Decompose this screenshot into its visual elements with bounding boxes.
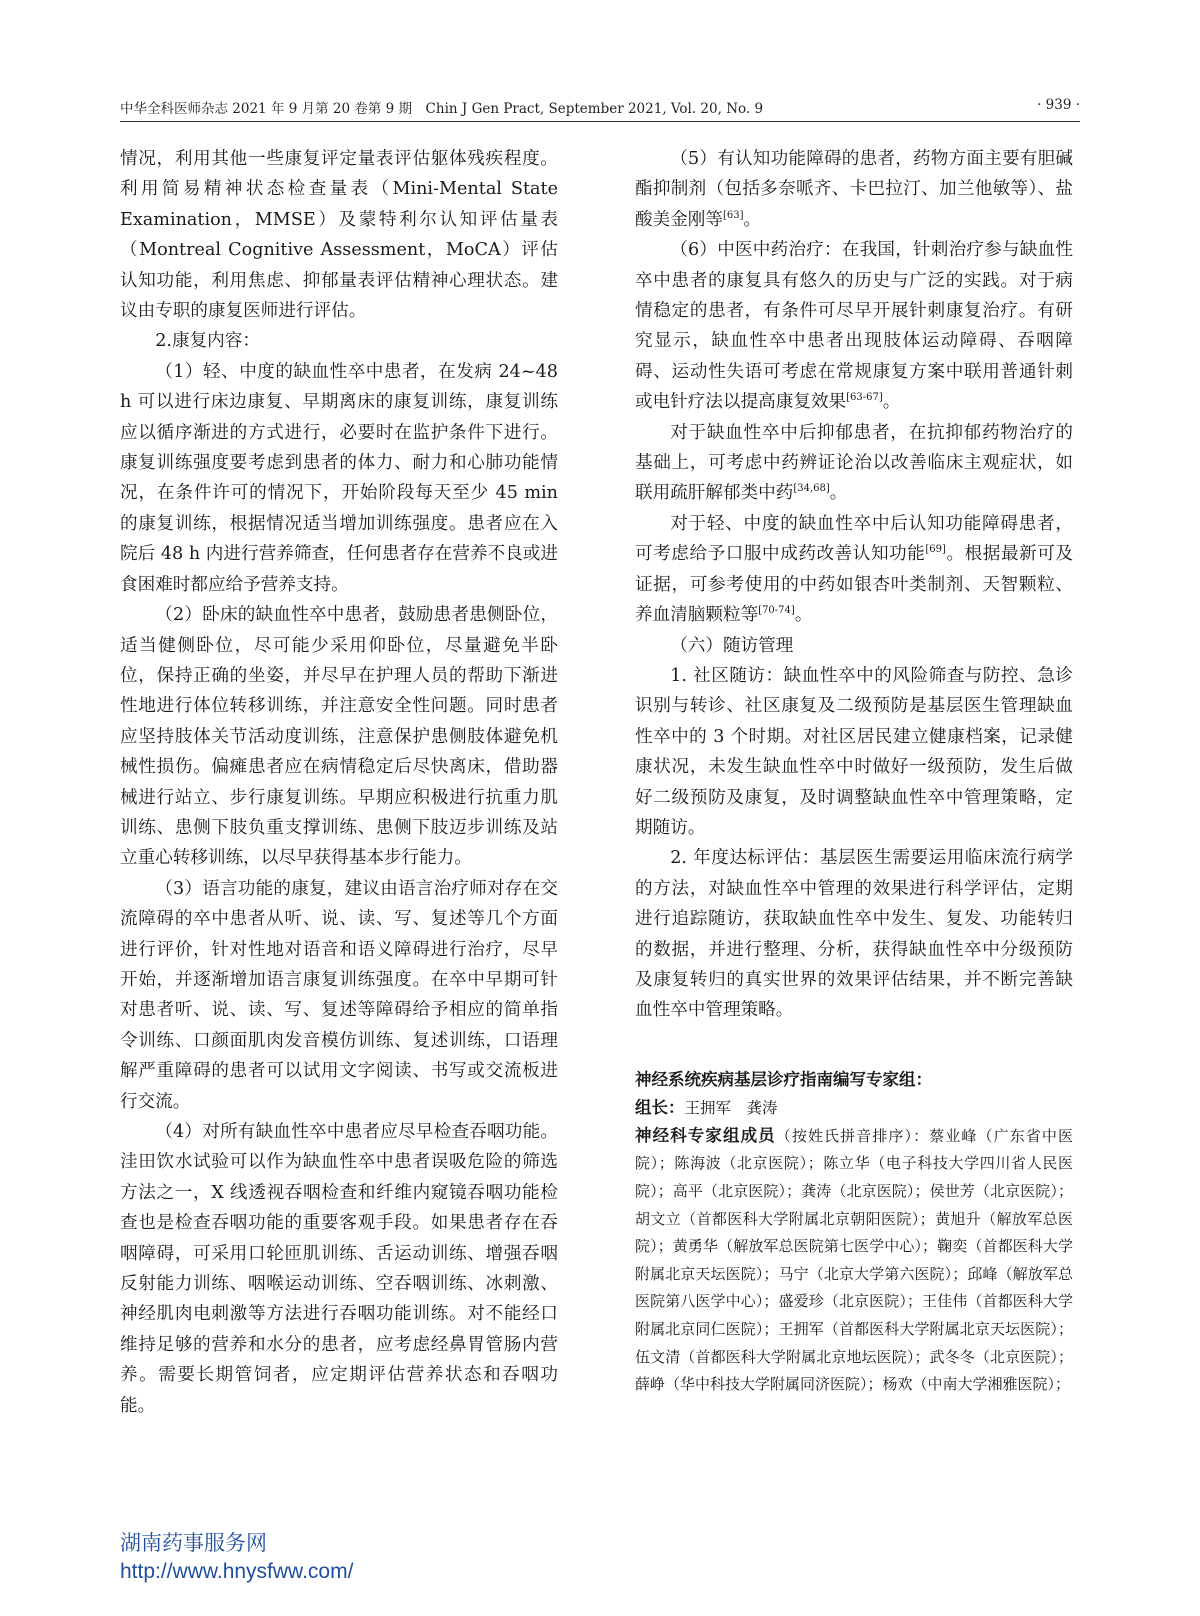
running-header: [120, 97, 1080, 121]
paragraph: （3）语言功能的康复，建议由语言治疗师对存在交流障碍的卒中患者从听、说、读、写、复述等几个方面进行评价，针对性地对语音和语义障碍进行治疗，尽早开始，并逐渐增加语言康复训练强度。在卒中早期可针对患者听、说、读、写、复述等障碍给予相应的简单指令训练、口颜面肌肉发音模仿训练、复述训练，口语理解严重障碍的患者可以试用文字阅读、书写或交流板进行交流。: [120, 878, 558, 1112]
leader-label: 组长：: [635, 1097, 685, 1117]
citation-ref: [63]: [722, 209, 744, 221]
paragraph-text: 对于缺血性卒中后抑郁患者，在抗抑郁药物治疗的基础上，可考虑中药辨证论治以改善临床主观症状，如联用疏肝解郁类中药: [635, 422, 1073, 504]
paragraph: （4）对所有缺血性卒中患者应尽早检查吞咽功能。洼田饮水试验可以作为缺血性卒中患者误吸危险的筛选方法之一，X 线透视吞咽检查和纤维内窥镜吞咽功能检查也是检查吞咽功能的重要客观手段。如果患者存在吞咽障碍，可采用口轮匝肌训练、舌运动训练、增强吞咽反射能力训练、咽喉运动训练、空吞咽训练、冰刺激、神经肌肉电刺激等方法进行吞咽功能训练。对不能经口维持足够的营养和水分的患者，应考虑经鼻胃管肠内营养。需要长期管饲者，应定期评估营养状态和吞咽功能。: [120, 1122, 558, 1416]
paragraph-tail: 。: [743, 209, 762, 230]
paragraph: 2. 年度达标评估：基层医生需要运用临床流行病学的方法，对缺血性卒中管理的效果进行科学评估，定期进行追踪随访，获取缺血性卒中发生、复发、功能转归的数据，并进行整理、分析，获得缺血性卒中分级预防及康复转归的真实世界的效果评估结果，并不断完善缺血性卒中管理策略。: [635, 848, 1073, 1021]
watermark-url[interactable]: http://www.hnysfww.com/: [120, 1560, 354, 1583]
members-label: 神经科专家组成员: [635, 1125, 776, 1145]
section-heading: （六）随访管理: [670, 635, 794, 656]
citation-ref: [63-67]: [846, 392, 883, 404]
paragraph: [635, 235, 1073, 417]
paragraph-text: （5）有认知功能障碍的患者，药物方面主要有胆碱酯抑制剂（包括多奈哌齐、卡巴拉汀、加兰他敏等）、盐酸美金刚等: [635, 149, 1073, 230]
paragraph-tail: 。根据最新可及证据，可参考使用的中药如银杏叶类制剂、天智颗粒、养血清脑颗粒等: [635, 544, 1073, 626]
right-column: [635, 144, 1073, 1399]
paragraph: （1）轻、中度的缺血性卒中患者，在发病 24~48 h 可以进行床边康复、早期离床的康复训练，康复训练应以循序渐进的方式进行，必要时在监护条件下进行。康复训练强度要考虑到患者的体力、耐力和心肺功能情况，在条件许可的情况下，开始阶段每天至少 45 min 的康复训练，根据情况适当增加训练强度。患者应在入院后 48 h 内进行营养筛查，任何患者存在营养不良或进食困难时都应给予营养支持。: [120, 361, 558, 595]
section-heading: 2.康复内容：: [155, 331, 260, 352]
paragraph-text: 对于轻、中度的缺血性卒中后认知功能障碍患者，可考虑给予口服中成药改善认知功能: [635, 513, 1073, 565]
members-list: （按姓氏拼音排序）：蔡业峰（广东省中医院）；陈海波（北京医院）；陈立华（电子科技大学四川省人民医院）；高平（北京医院）；龚涛（北京医院）；侯世芳（北京医院）；胡文立（首都医科大学附属北京朝阳医院）；黄旭升（解放军总医院）；黄勇华（解放军总医院第七医学中心）；鞠奕（首都医科大学附属北京天坛医院）；马宁（北京大学第六医院）；邱峰（解放军总医院第八医学中心）；盛爱珍（北京医院）；王佳伟（首都医科大学附属北京同仁医院）；王拥军（首都医科大学附属北京天坛医院）；伍文清（首都医科大学附属北京地坛医院）；武冬冬（北京医院）；薛峥（华中科技大学附属同济医院）；杨欢（中南大学湘雅医院）；: [635, 1126, 1073, 1394]
paragraph-text: （6）中医中药治疗：在我国，针刺治疗参与缺血性卒中患者的康复具有悠久的历史与广泛的实践。对于病情稳定的患者，有条件可尽早开展针刺康复治疗。有研究显示，缺血性卒中患者出现肢体运动障碍、吞咽障碍、运动性失语可考虑在常规康复方案中联用普通针刺或电针疗法以提高康复效果: [635, 240, 1073, 413]
citation-ref: [34,68]: [793, 483, 830, 495]
paragraph: 情况，利用其他一些康复评定量表评估躯体残疾程度。利用简易精神状态检查量表（Mini-Mental State Examination，MMSE）及蒙特利尔认知评估量表（Montreal Cognitive Assessment，MoCA）评估认知功能，利用焦虑、抑郁量表评估精神心理状态。建议由专职的康复医师进行评估。: [120, 149, 558, 322]
paragraph: [635, 509, 1073, 631]
paragraph: [635, 144, 1073, 235]
header-rule: [120, 121, 1080, 122]
journal-citation: 中华全科医师杂志 2021 年 9 月第 20 卷第 9 期 Chin J Gen Pract, September 2021, Vol. 20, No. 9: [120, 101, 764, 117]
watermark: [120, 1530, 353, 1586]
left-column: [120, 144, 558, 1421]
expert-group-title: 神经系统疾病基层诊疗指南编写专家组：: [635, 1069, 932, 1089]
citation-ref: [70-74]: [758, 605, 795, 617]
leader-names: 王拥军 龚涛: [684, 1098, 778, 1117]
watermark-name: 湖南药事服务网: [120, 1532, 267, 1555]
paragraph: （2）卧床的缺血性卒中患者，鼓励患者患侧卧位，适当健侧卧位，尽可能少采用仰卧位，尽量避免半卧位，保持正确的坐姿，并尽早在护理人员的帮助下渐进性地进行体位转移训练，并注意安全性问题。同时患者应坚持肢体关节活动度训练，注意保护患侧肢体避免机械性损伤。偏瘫患者应在病情稳定后尽快离床，借助器械进行站立、步行康复训练。早期应积极进行抗重力肌训练、患侧下肢负重支撑训练、患侧下肢迈步训练及站立重心转移训练，以尽早获得基本步行能力。: [120, 605, 558, 869]
expert-group: [635, 1066, 1073, 1399]
page-number: · 939 ·: [1037, 97, 1080, 113]
paragraph-tail: 。: [882, 392, 901, 413]
paragraph-tail: 。: [794, 605, 813, 626]
expert-leaders: [635, 1094, 1073, 1122]
expert-members: [635, 1122, 1073, 1399]
paragraph: 1. 社区随访：缺血性卒中的风险筛查与防控、急诊识别与转诊、社区康复及二级预防是基层医生管理缺血性卒中的 3 个时期。对社区居民建立健康档案，记录健康状况，未发生缺血性卒中时做好一级预防，发生后做好二级预防及康复，及时调整缺血性卒中管理策略，定期随访。: [635, 665, 1073, 838]
paragraph-tail: 。: [829, 483, 848, 504]
citation-ref: [69]: [925, 544, 946, 556]
paragraph: [635, 418, 1073, 509]
